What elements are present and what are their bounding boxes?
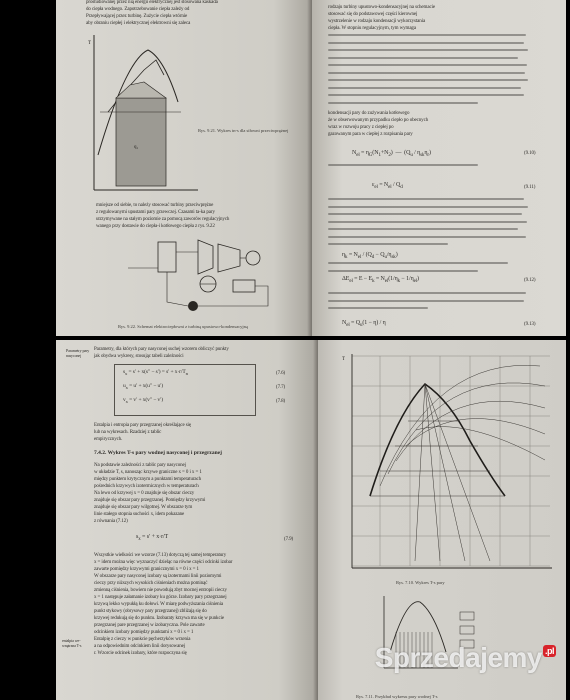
text-line: punkt stykowy (obrysowy pary przegrzanej) zbliżają się do	[94, 609, 207, 614]
equation: $N_{el} = Q_u(1 - \eta) / \eta$	[342, 320, 386, 329]
text-line: a na odpowiednim odcinkiem linii dorysowanej	[94, 644, 185, 649]
text-line: zmienną ciśnienia, bowiem nie powodują zbyt mocnej entropii cieczy	[94, 588, 227, 593]
text-line: pośrednich krzywych izotermicznych w temperaturach	[94, 484, 199, 489]
text-line: Na podstawie zależności z tablic pary nasyconej	[94, 463, 186, 468]
formula-box: $s_x = s' + x(s'' - s') = s' + x\cdot r/T_n$ $u_x = u' + x(u'' - u')$ $v_x = v' + x(v'' - v')$	[114, 364, 256, 416]
text-line: krzywej redukują się do punktu. Izobaraty krzywa ma się w punkcie	[94, 616, 224, 621]
axis-label: T	[342, 357, 346, 362]
equation: $\eta_k = N_{el} / (Q_d - Q_u/\eta_{sk})$	[342, 252, 398, 261]
equation-number: (7.6)	[276, 371, 286, 376]
text-line: wystrzelenie w rodzaju kondensacji wykorzystania	[328, 19, 426, 24]
paragraph	[328, 164, 528, 172]
text-line: r. Wzorcie odcinek izobary, które rozpoczyna się	[94, 651, 187, 656]
text-line: odcinkiem izobary pomiędzy punktami x = 0 i x = 1	[94, 630, 194, 635]
text-line: aby obraniu ciepłej i elektrycznej elektrowni się zaleca	[86, 21, 191, 26]
text-line: Entalpię z cieczy w punkcie pęcherzyków wrzenia	[94, 637, 191, 642]
figure-caption: Rys. 9.22. Schemat elektrociepłowni z turbiną upustowo-kondensacyjną	[118, 324, 248, 329]
text-line: rodzaju turbiny upustowo-kondensacyjnej na schemacie	[328, 5, 435, 10]
text-line: cieczy przy niższych wysokich ciśnieniach można pominąć	[94, 581, 208, 586]
text-line: krzywą lekko wypukłą ku dołowi. W miarę podwyższania ciśnienia	[94, 602, 223, 607]
watermark-logo	[375, 642, 556, 674]
bottom-left-page	[56, 340, 318, 700]
equation-number: (7.8)	[276, 399, 286, 404]
equation-number: (9.11)	[524, 185, 536, 190]
margin-note: entalpia we-wnętrzna T-s	[62, 638, 82, 648]
equation: $\Delta E_{el} = E - E_k = N_{el}(1/\eta_k - 1/\eta_{el})$	[342, 276, 419, 285]
top-photo	[56, 0, 566, 336]
text-line: z równania (7.12)	[94, 519, 128, 524]
text-line: do ciepła wodnego. Zapotrzebowanie ciepła zależy od	[86, 7, 190, 12]
equation-number: (9.13)	[524, 322, 536, 327]
text-line: w układzie T, s, nanosząc krzywe graniczne x = 0 i x = 1	[94, 470, 202, 475]
equation-number: (7.7)	[276, 385, 286, 390]
watermark-badge: .pl	[545, 646, 554, 656]
top-left-page	[56, 0, 312, 336]
watermark-text: Sprzedajemy	[374, 642, 542, 673]
equation-number: (9.12)	[524, 278, 536, 283]
section-heading: 7.4.2. Wykres T-s pary wodnej nasyconej i przegrzanej	[94, 450, 222, 456]
text-line: gazowanym para w ciepłej z rozpisania pary	[328, 132, 413, 137]
top-right-page	[312, 0, 566, 336]
svg-text:q₁: q₁	[134, 145, 139, 150]
text-line: x = 1 następuje załamanie izobary ku górze. Izobary pary przegrzanej	[94, 595, 227, 600]
text-line: przegrzanej pare przegrzanej w izobaryczna. Pole zawarte	[94, 623, 205, 628]
text-line: prostudiowanej przez nią energii elektrycznej jest stosowana kaskada	[86, 0, 218, 5]
text-line: mniejsze od siebie, to należy stosować turbiny przeciwprężne	[96, 203, 214, 208]
ts-diagram-figure	[86, 30, 201, 195]
text-line: Przepływającej przez turbinę. Zużycie ciepła wtórnie	[86, 14, 188, 19]
text-line: z regulowanymi upustami pary grzewczej. Czasami ta-ka pary	[96, 210, 215, 215]
plant-schematic-figure	[118, 232, 308, 322]
text-line: stosować się do podstawowej części kierownej	[328, 12, 418, 17]
paragraph	[328, 34, 528, 109]
text-line: wraz w rozwoju pracy z ciepłej po	[328, 125, 394, 130]
text-line: empirycznych.	[94, 437, 123, 442]
margin-note: Parametry pary nasyconej	[66, 348, 90, 358]
figure-caption: Rys. 7.10. Wykres T-s pary	[396, 580, 445, 585]
svg-text:T: T	[88, 41, 92, 46]
equation-number: (9.10)	[524, 151, 536, 156]
figure-caption: Rys. 9.21. Wykres tn-s dla siłowni przeciwprężnej	[198, 128, 289, 133]
text-line: wanego przy dostawie do ciepła-i kotłowego ciepła z rys. 9.22	[96, 224, 215, 229]
text-line: jak obydwa wykresy, stosując tabeli zależności	[94, 354, 184, 359]
paragraph	[328, 198, 528, 251]
text-line: że w obserwowanym przypadku ciepło po obecnych	[328, 118, 429, 123]
text-line: znajduje się obszar pary przegrzanej. Pomiędzy krzywymi	[94, 498, 206, 503]
text-line: ciepła. W stopniu regulacyjnym, tym wymaga	[328, 26, 416, 31]
text-line: linie stałego stopnia suchości x, idem pokazane	[94, 512, 185, 517]
text-line: między punktem krytycznym a punktami temperaturach	[94, 477, 202, 482]
paragraph	[328, 262, 528, 277]
equation: $\varepsilon_{el} = N_{el} / Q_d$	[372, 182, 403, 191]
text-line: znajduje się obszar pary wilgotnej. W obszarze tym	[94, 505, 193, 510]
text-line: lub na wykresach. Rzadziej z tablic	[94, 430, 162, 435]
text-line: zawarte pomiędzy krzywymi granicznymi x = 0 i x = 1	[94, 567, 199, 572]
text-line: kondensacji pary do zużywania kotłowego	[328, 111, 410, 116]
text-line: Parametry, dla których pary nasyconej suchej wzorem obliczyć punkty	[94, 347, 229, 352]
text-line: Na lewo od krzywej x = 0 znajduje się obszar cieczy	[94, 491, 195, 496]
figure-caption: Rys. 7.11. Przykład wykresu pary wodnej T-s	[356, 694, 438, 699]
ts-steam-chart	[340, 346, 555, 576]
text-line: x = idem można więc wyznaczyć dzieląc na równe części odcinki izobar	[94, 560, 233, 565]
equation: $s_x = s' + x\cdot r/T$	[136, 534, 169, 543]
text-line: Entalpia i entropia pary przegrzanej określające się	[94, 423, 191, 428]
text-line: Wszystkie wielkości we wzorze (7.13) dotyczą tej samej temperatury	[94, 553, 227, 558]
text-line: W obszarze pary nasyconej izobary są izotermami linii poziomymi	[94, 574, 222, 579]
text-line: utrzymywane na stałym poziomie za pomocą zaworów regulacyjnych	[96, 217, 230, 222]
equation: $N_{el} = \eta_G(N_1+N_2)$ — $(Q_u / \eta_{sk}\eta_r)$	[352, 150, 431, 159]
equation-number: (7.9)	[284, 537, 294, 542]
paragraph	[328, 292, 528, 315]
